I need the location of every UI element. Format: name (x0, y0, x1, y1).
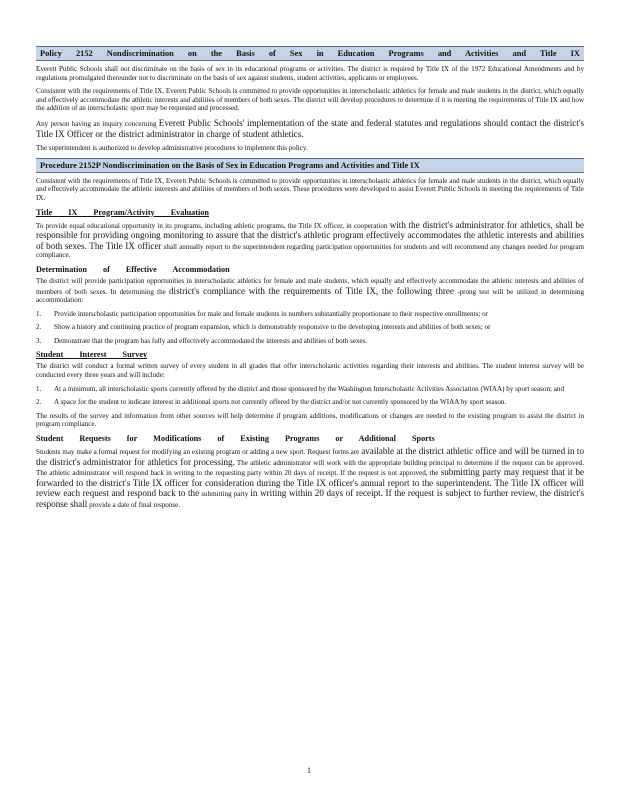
list-item (36, 323, 584, 332)
list-item-text: A space for the student to indicate interest in additional sports not currently offered by the district and/or not currently sponsored by the WIAA by sport season. (54, 398, 507, 407)
procedure-paragraph-1: Consistent with the requirements of Title IX, Everett Public Schools is committed to provide opportunities in interscholastic athletics for female and male students in the district, which equally and effectively accommodate the athletic interests and abilities of members of both sexes. These procedures were developed to assist Everett Public Schools in meeting the requirements of Title IX. (36, 176, 584, 202)
determination-part-3: -prong test will be utilized in determining accommodation: (36, 287, 585, 305)
policy-header: Policy 2152 Nondiscrimination on the Basis of Sex in Education Programs and Activities and Title IX (36, 46, 584, 61)
determination-part-2: district's compliance with the requirements of Title IX, the following three (169, 285, 454, 296)
requests-part-2: available at the district athletic office and will be turned in to the district's administrator for athletics for processing. (36, 446, 585, 467)
list-item (36, 398, 584, 407)
survey-paragraph-1: The district will conduct a formal written survey of every student in all grades that offer interscholastic activities regarding their interests and abilities. The student interest survey will be conducted every three years and will include: (36, 362, 584, 380)
list-item-text: Show a history and continuing practice of program expansion, which is demonstrably responsive to the developing interests and abilities of both sexes; or (54, 323, 491, 332)
requests-part-1: Students may make a formal request for modifying an existing program or adding a new sport. Request forms are (36, 448, 360, 457)
requests-paragraph (36, 446, 584, 510)
survey-paragraph-2: The results of the survey and information from other sources will help determine if program additions, modifications or changes are needed to the existing program to assist the district in program compliance. (36, 411, 584, 429)
policy-paragraph-4: The superintendent is authorized to develop administrative procedures to implement this policy. (36, 144, 308, 153)
heading-student-requests: Student Requests for Modifications of Existing Programs or Additional Sports (36, 434, 435, 444)
requests-part-5: submitting party (201, 490, 249, 499)
policy-paragraph-3-rest: Everett Public Schools' implementation of the state and federal statutes and regulations should contact the district's Title IX Officer or the district administrator in charge of student athletics. (36, 117, 584, 139)
requests-part-3: The athletic administrator will work with the appropriate building principal to determine if the request can be approved. The athletic administrator will respond back in writing to the requesting party within 20 days of receipt. If the request is not approved, the (36, 458, 584, 478)
list-item-number: 1. (36, 309, 42, 318)
procedure-header: Procedure 2152P Nondiscrimination on the Basis of Sex in Education Programs and Activities and Title IX (36, 158, 584, 173)
requests-part-7: provide a date of final response. (89, 501, 181, 509)
survey-list (36, 385, 584, 407)
policy-paragraph-3 (36, 118, 584, 139)
policy-paragraph-3-start: Any person having an inquiry concerning (36, 119, 157, 128)
page-number: 1 (307, 766, 311, 775)
requests-part-6: in writing within 20 days of receipt. If the request is subject to further review, the district's response shall (36, 488, 585, 509)
policy-paragraph-2: Consistent with the requirements of Title IX, Everett Public Schools is committed to provide opportunities in interscholastic athletics for female and male students in the district, which equally and effectively accommodate the athletic interests and abilities of members of both sexes. The district will develop procedures to determine if it is meeting the requirements of Title IX and how the addition of an interscholastic sport may be requested and processed. (36, 87, 584, 113)
heading-student-survey: Student Interest Survey (36, 350, 148, 360)
list-item-text: Provide interscholastic participation opportunities for male and female students in numbers substantially proportionate to their respective enrollments; or (54, 309, 488, 318)
heading-determination: Determination of Effective Accommodation (36, 264, 230, 274)
document-body (36, 46, 584, 515)
list-item (36, 385, 584, 394)
program-evaluation-part-2: with the district's administrator for athletics, shall be responsible for providing ongoing monitoring to assure that the district's athletic program effectively accommodates the athletic interests and abilities of both sexes. The Title IX officer (36, 219, 584, 251)
requests-part-4: submitting party may request that it be forwarded to the district's Title IX officer for consideration during the Title IX officer's annual report to the superintendent. The Title IX officer will review each request and respond back to the (36, 467, 585, 499)
policy-paragraph-1: Everett Public Schools shall not discriminate on the basis of sex in its educational programs or activities. The district is required by Title IX of the 1972 Educational Amendments and by regulations promulgated thereunder not to discriminate on the basis of sex against students, student activities, applicants or employees. (36, 65, 584, 82)
program-evaluation-part-1: To provide equal educational opportunity in its programs, including athletic programs, the Title IX officer, in cooperation (36, 221, 388, 230)
list-item (36, 310, 584, 319)
determination-part-1: The district will provide participation opportunities in interscholastic athletics for female and male students, which equally and effectively accommodate the athletic interests and abilities of members of both sexes. In determining the (36, 276, 584, 296)
list-item-number: 3. (36, 336, 42, 345)
list-item-text: Demonstrate that the program has fully and effectively accommodated the interests and abilities of both sexes. (54, 336, 368, 345)
list-item (36, 337, 584, 346)
list-item-number: 1. (36, 384, 42, 393)
list-item-text: At a minimum, all interscholastic sports currently offered by the district and those sponsored by the Washington Interscholastic Activities Association (WIAA) by sport season; and (54, 384, 565, 393)
program-evaluation-part-3: shall annually report to the superintendent regarding participation opportunities for students and will recommend any changes needed for program compliance. (36, 242, 584, 260)
determination-paragraph (36, 277, 584, 305)
list-item-number: 2. (36, 398, 42, 407)
prong-list (36, 310, 584, 346)
list-item-number: 2. (36, 323, 42, 332)
heading-program-evaluation: Title IX Program/Activity Evaluation (36, 207, 209, 217)
program-evaluation-paragraph (36, 220, 584, 260)
